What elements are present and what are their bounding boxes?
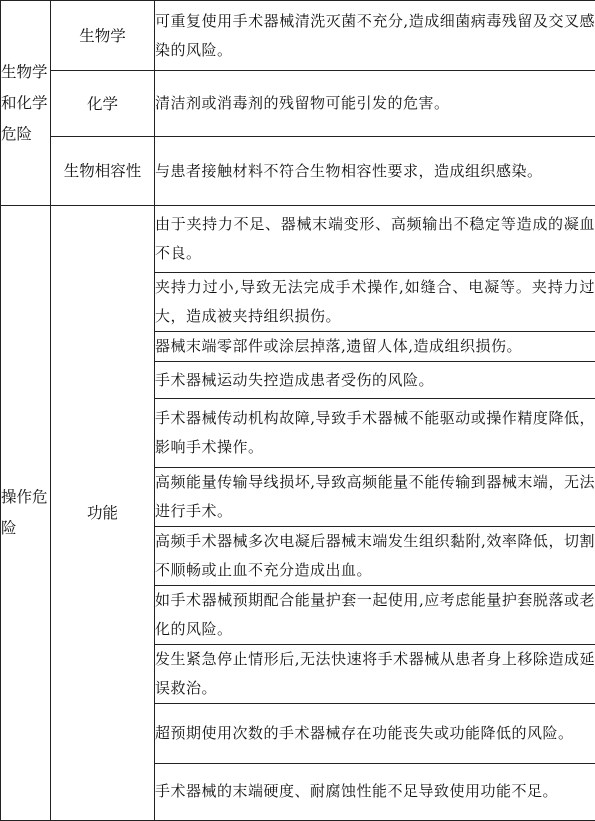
description-cell [155, 71, 595, 137]
description-text: 夹持力过小,导致无法完成手术操作,如缝合、电凝等。夹持力过大，造成被夹持组织损伤。 [155, 278, 595, 326]
table-row [1, 71, 595, 137]
description-cell [155, 467, 595, 526]
description-text: 由于夹持力不足、器械末端变形、高频输出不稳定等造成的凝血不良。 [155, 215, 595, 263]
subcategory-cell [51, 137, 155, 206]
category-cell [1, 1, 51, 206]
description-cell [155, 703, 595, 763]
description-cell [155, 763, 595, 820]
description-cell [155, 585, 595, 644]
description-text: 高频手术器械多次电凝后器械末端发生组织黏附,效率降低，切割不顺畅或止血不充分造成出血。 [155, 531, 595, 579]
subcategory-label: 功能 [86, 504, 118, 523]
subcategory-label: 生物学 [79, 26, 126, 45]
table-row [1, 206, 595, 273]
description-cell [155, 362, 595, 399]
description-text: 超预期使用次数的手术器械存在功能丧失或功能降低的风险。 [155, 723, 574, 742]
description-cell [155, 1, 595, 71]
description-text: 如手术器械预期配合能量护套一起使用,应考虑能量护套脱落或老化的风险。 [155, 590, 595, 638]
category-label: 操作危险 [1, 488, 48, 538]
description-cell [155, 137, 595, 206]
subcategory-label: 生物相容性 [63, 162, 142, 181]
subcategory-label: 化学 [86, 94, 118, 113]
description-text: 手术器械传动机构故障,导致手术器械不能驱动或操作精度降低，影响手术操作。 [155, 408, 595, 456]
description-text: 高频能量传输导线损坏,导致高频能量不能传输到器械末端，无法进行手术。 [155, 472, 595, 520]
table-row [1, 137, 595, 206]
description-text: 手术器械的末端硬度、耐腐蚀性能不足导致使用功能不足。 [155, 782, 559, 801]
description-cell [155, 399, 595, 467]
description-cell [155, 273, 595, 332]
description-text: 器械末端零部件或涂层掉落,遗留人体,造成组织损伤。 [155, 337, 523, 356]
description-text: 可重复使用手术器械清洗灭菌不充分,造成细菌病毒残留及交叉感染的风险。 [155, 11, 595, 59]
description-text: 手术器械运动失控造成患者受伤的风险。 [155, 370, 435, 389]
subcategory-cell [51, 71, 155, 137]
subcategory-cell [51, 1, 155, 71]
table-row [1, 1, 595, 71]
subcategory-cell [51, 206, 155, 821]
description-cell [155, 644, 595, 703]
description-cell [155, 206, 595, 273]
description-text: 清洁剂或消毒剂的残留物可能引发的危害。 [155, 94, 450, 113]
category-label: 生物学和化学危险 [1, 62, 48, 143]
description-cell [155, 332, 595, 362]
description-text: 发生紧急停止情形后,无法快速将手术器械从患者身上移除造成延误救治。 [155, 649, 595, 697]
description-text: 与患者接触材料不符合生物相容性要求，造成组织感染。 [155, 161, 543, 180]
description-cell [155, 526, 595, 585]
category-cell [1, 206, 51, 821]
